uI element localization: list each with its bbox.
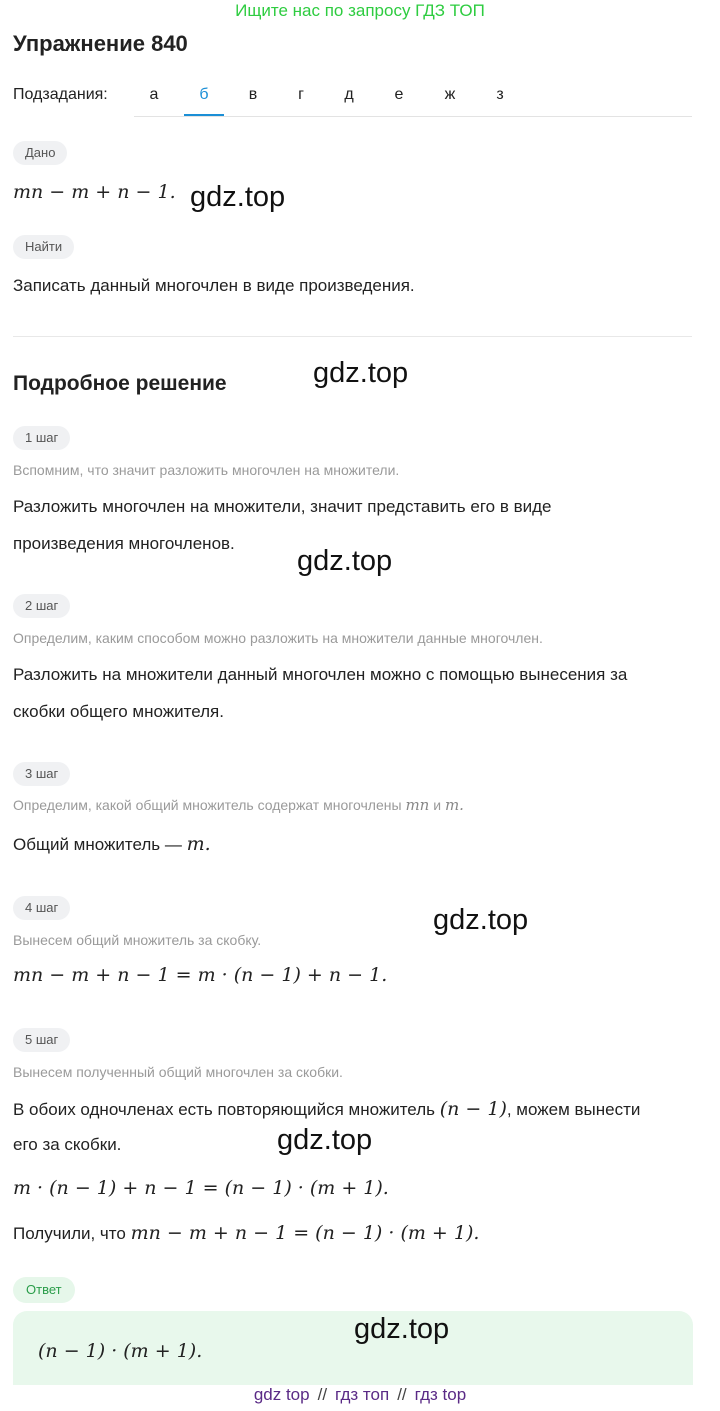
step-text: , можем вынести <box>506 1100 641 1119</box>
step-2-text: скобки общего множителя. <box>13 702 224 721</box>
tab-z[interactable]: з <box>496 86 504 103</box>
math-inline: mn <box>405 796 430 814</box>
step-4-expression: mn − m + n − 1 = m · (n − 1) + n − 1. <box>13 964 388 986</box>
hint-text: Определим, какой общий множитель содержат многочлены <box>13 797 406 813</box>
step-text: В обоих одночленах есть повторяющийся множитель <box>13 1100 440 1119</box>
answer-expression: (n − 1) · (m + 1). <box>38 1340 203 1362</box>
tab-zh[interactable]: ж <box>444 86 456 103</box>
watermark: gdz.top <box>297 545 393 577</box>
tab-g[interactable]: г <box>298 86 304 103</box>
subtasks-label: Подзадания: <box>13 86 108 103</box>
watermark: gdz.top <box>277 1124 373 1156</box>
step-2-chip: 2 шаг <box>13 594 70 618</box>
step-3-hint <box>13 796 464 815</box>
answer-chip: Ответ <box>13 1277 75 1303</box>
footer-link[interactable]: gdz top <box>253 1385 310 1404</box>
step-text: Получили, что <box>13 1224 131 1243</box>
step-5-expression: m · (n − 1) + n − 1 = (n − 1) · (m + 1). <box>13 1177 389 1199</box>
math-inline: (n − 1) <box>439 1098 507 1120</box>
step-5-hint: Вынесем полученный общий многочлен за скобки. <box>13 1064 343 1080</box>
tab-e[interactable]: е <box>394 86 404 103</box>
tab-v[interactable]: в <box>248 86 258 103</box>
step-text: Общий множитель — <box>13 835 187 854</box>
given-expression: mn − m + n − 1. <box>13 181 176 203</box>
step-1-hint: Вспомним, что значит разложить многочлен на множители. <box>13 462 400 478</box>
footer-link[interactable]: гдз top <box>414 1385 467 1404</box>
search-banner: Ищите нас по запросу ГДЗ ТОП <box>235 1 485 20</box>
step-1-text: произведения многочленов. <box>13 534 235 553</box>
step-1-chip: 1 шаг <box>13 426 70 450</box>
tab-d[interactable]: д <box>344 86 354 103</box>
watermark: gdz.top <box>354 1313 450 1345</box>
tab-b[interactable]: б <box>184 76 224 116</box>
step-5-text: его за скобки. <box>13 1135 122 1154</box>
footer <box>0 1385 720 1405</box>
step-5-result <box>13 1222 479 1244</box>
watermark: gdz.top <box>313 357 409 389</box>
find-text: Записать данный многочлен в виде произведения. <box>13 276 415 295</box>
watermark: gdz.top <box>433 904 529 936</box>
step-4-hint: Вынесем общий множитель за скобку. <box>13 932 262 948</box>
watermark: gdz.top <box>190 181 286 213</box>
step-1-text: Разложить многочлен на множители, значит представить его в виде <box>13 497 552 516</box>
math-inline: m. <box>186 833 211 855</box>
footer-separator: // <box>397 1385 407 1404</box>
hint-text: и <box>429 797 445 813</box>
find-chip: Найти <box>13 235 74 259</box>
step-3-chip: 3 шаг <box>13 762 70 786</box>
tab-a[interactable]: а <box>149 86 159 103</box>
math-inline: m. <box>444 796 464 814</box>
solution-title: Подробное решение <box>13 372 227 395</box>
given-chip: Дано <box>13 141 67 165</box>
step-4-chip: 4 шаг <box>13 896 70 920</box>
footer-separator: // <box>317 1385 328 1404</box>
step-5-text <box>13 1098 640 1120</box>
step-5-chip: 5 шаг <box>13 1028 70 1052</box>
page-title: Упражнение 840 <box>13 31 188 56</box>
footer-link[interactable]: гдз топ <box>335 1385 390 1404</box>
step-3-text <box>13 833 211 855</box>
step-2-text: Разложить на множители данный многочлен можно с помощью вынесения за <box>13 665 628 684</box>
divider <box>13 336 692 337</box>
subtask-tabs <box>134 76 692 117</box>
step-2-hint: Определим, каким способом можно разложить на множители данные многочлен. <box>13 630 543 646</box>
math-inline: mn − m + n − 1 = (n − 1) · (m + 1). <box>130 1222 480 1244</box>
